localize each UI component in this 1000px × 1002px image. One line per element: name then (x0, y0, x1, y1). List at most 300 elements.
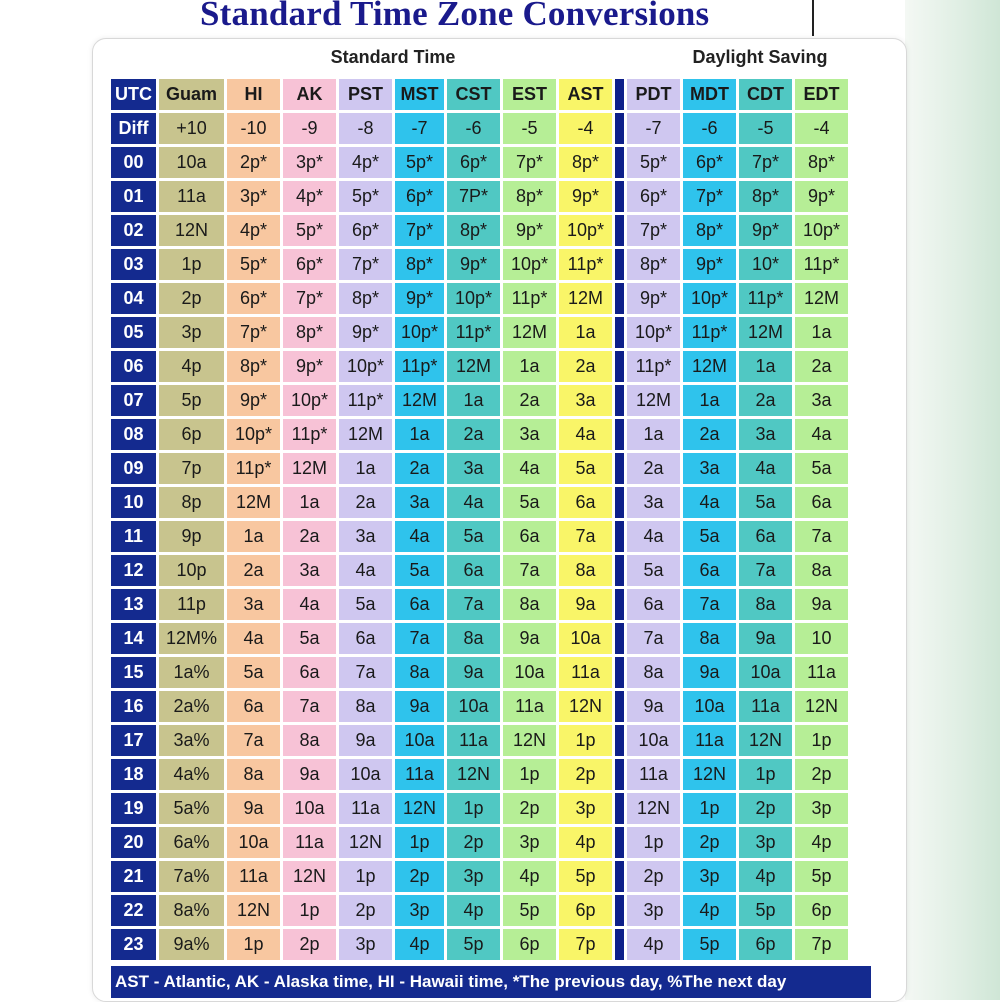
table-row (111, 929, 848, 960)
cell-pst: 7p* (339, 249, 392, 280)
daylight-saving-heading: Daylight Saving (692, 47, 828, 67)
column-separator (615, 725, 624, 756)
column-separator (615, 827, 624, 858)
cell-pst: 12M (339, 419, 392, 450)
column-separator (615, 657, 624, 688)
cell-hi: 9a (227, 793, 280, 824)
cell-mdt: 8p* (683, 215, 736, 246)
cell-cdt: 5p (739, 895, 792, 926)
cell-guam: 10a (159, 147, 224, 178)
cell-edt: 6a (795, 487, 848, 518)
cell-est: 11p* (503, 283, 556, 314)
legend-footer: AST - Atlantic, AK - Alaska time, HI - Hawaii time, *The previous day, %The next day (111, 966, 871, 998)
cell-guam: Guam (159, 79, 224, 110)
cell-cdt: 10* (739, 249, 792, 280)
cell-pst: 4a (339, 555, 392, 586)
cell-cst: 7P* (447, 181, 500, 212)
cell-ast: 5a (559, 453, 612, 484)
cell-edt: 3a (795, 385, 848, 416)
cell-cst: 1a (447, 385, 500, 416)
cell-mst: 10a (395, 725, 444, 756)
column-separator (615, 861, 624, 892)
cell-pst: 1p (339, 861, 392, 892)
cell-pdt: 11a (627, 759, 680, 790)
cell-guam: 8p (159, 487, 224, 518)
conversion-table-wrapper (108, 76, 851, 963)
cell-guam: 6a% (159, 827, 224, 858)
table-row (111, 385, 848, 416)
cell-utc: 12 (111, 555, 156, 586)
cell-mst: 5a (395, 555, 444, 586)
cell-utc: 04 (111, 283, 156, 314)
cell-est: 12M (503, 317, 556, 348)
cell-cst: 9a (447, 657, 500, 688)
cell-pdt: 4a (627, 521, 680, 552)
cell-ak: 1p (283, 895, 336, 926)
table-row (111, 759, 848, 790)
column-separator (615, 317, 624, 348)
cell-guam: 10p (159, 555, 224, 586)
cell-mst: 1p (395, 827, 444, 858)
cell-ak: -9 (283, 113, 336, 144)
cell-est: 10a (503, 657, 556, 688)
cell-edt: 8a (795, 555, 848, 586)
cell-mdt: 9a (683, 657, 736, 688)
cell-est: 5p (503, 895, 556, 926)
table-row (111, 487, 848, 518)
cell-est: -5 (503, 113, 556, 144)
cell-pst: 7a (339, 657, 392, 688)
column-separator (615, 793, 624, 824)
cell-est: 2p (503, 793, 556, 824)
cell-utc: 00 (111, 147, 156, 178)
cell-pdt: PDT (627, 79, 680, 110)
table-row (111, 419, 848, 450)
cell-edt: 1p (795, 725, 848, 756)
cell-est: 3p (503, 827, 556, 858)
cell-hi: 3a (227, 589, 280, 620)
cell-mdt: 11p* (683, 317, 736, 348)
cell-est: 7a (503, 555, 556, 586)
table-row (111, 555, 848, 586)
cell-cst: 2a (447, 419, 500, 450)
cell-pdt: 3p (627, 895, 680, 926)
cell-guam: 12N (159, 215, 224, 246)
cell-edt: 12M (795, 283, 848, 314)
cell-pst: 4p* (339, 147, 392, 178)
cell-ak: 4a (283, 589, 336, 620)
cell-pst: 1a (339, 453, 392, 484)
cell-hi: 10p* (227, 419, 280, 450)
cell-pdt: 4p (627, 929, 680, 960)
cell-edt: 10 (795, 623, 848, 654)
cell-ast: 1p (559, 725, 612, 756)
cell-pst: 9a (339, 725, 392, 756)
cell-mst: 3p (395, 895, 444, 926)
column-separator (615, 215, 624, 246)
column-separator (615, 147, 624, 178)
cell-utc: 20 (111, 827, 156, 858)
column-separator (615, 385, 624, 416)
cell-cdt: 6a (739, 521, 792, 552)
cell-pst: PST (339, 79, 392, 110)
cell-pdt: 2p (627, 861, 680, 892)
column-separator (615, 929, 624, 960)
cell-cdt: -5 (739, 113, 792, 144)
cell-pdt: 12N (627, 793, 680, 824)
cell-hi: 2p* (227, 147, 280, 178)
conversion-table-body (111, 79, 848, 960)
cell-pdt: -7 (627, 113, 680, 144)
cell-mst: -7 (395, 113, 444, 144)
cell-mst: 1a (395, 419, 444, 450)
cell-hi: 12M (227, 487, 280, 518)
table-row (111, 657, 848, 688)
cell-hi: 8a (227, 759, 280, 790)
cell-edt: 6p (795, 895, 848, 926)
table-row (111, 453, 848, 484)
cell-mdt: 2a (683, 419, 736, 450)
cell-hi: 1p (227, 929, 280, 960)
cell-pdt: 6a (627, 589, 680, 620)
column-separator (615, 283, 624, 314)
cell-pdt: 5a (627, 555, 680, 586)
cell-mst: 7p* (395, 215, 444, 246)
cell-pdt: 8a (627, 657, 680, 688)
cell-ast: 8a (559, 555, 612, 586)
standard-time-heading: Standard Time (330, 47, 456, 67)
header-row (111, 79, 848, 110)
cell-ast: 12M (559, 283, 612, 314)
cell-cdt: 1a (739, 351, 792, 382)
cell-cst: CST (447, 79, 500, 110)
cell-mdt: 12N (683, 759, 736, 790)
cell-cst: 11p* (447, 317, 500, 348)
table-row (111, 827, 848, 858)
cell-cdt: 1p (739, 759, 792, 790)
cell-pst: 6p* (339, 215, 392, 246)
table-row (111, 793, 848, 824)
cell-mdt: 9p* (683, 249, 736, 280)
text-cursor (812, 0, 814, 36)
page-title: Standard Time Zone Conversions (200, 0, 710, 33)
cell-ak: 6a (283, 657, 336, 688)
cell-ak: 5a (283, 623, 336, 654)
cell-est: 1a (503, 351, 556, 382)
cell-utc: 07 (111, 385, 156, 416)
cell-cst: 6a (447, 555, 500, 586)
cell-hi: 5p* (227, 249, 280, 280)
table-row (111, 895, 848, 926)
cell-ast: 10a (559, 623, 612, 654)
cell-guam: 3p (159, 317, 224, 348)
cell-cdt: 11a (739, 691, 792, 722)
column-separator (615, 521, 624, 552)
cell-hi: 5a (227, 657, 280, 688)
cell-edt: 12N (795, 691, 848, 722)
cell-ast: 7a (559, 521, 612, 552)
cell-guam: 11a (159, 181, 224, 212)
cell-cst: 9p* (447, 249, 500, 280)
cell-pst: 8p* (339, 283, 392, 314)
column-separator (615, 555, 624, 586)
cell-est: 3a (503, 419, 556, 450)
cell-cdt: 3a (739, 419, 792, 450)
cell-est: 11a (503, 691, 556, 722)
cell-edt: 7p (795, 929, 848, 960)
conversion-table (108, 76, 851, 963)
cell-ast: 4p (559, 827, 612, 858)
cell-edt: 7a (795, 521, 848, 552)
cell-utc: 02 (111, 215, 156, 246)
cell-ast: 1a (559, 317, 612, 348)
cell-ast: 4a (559, 419, 612, 450)
cell-mst: 8p* (395, 249, 444, 280)
cell-ast: 6p (559, 895, 612, 926)
cell-hi: HI (227, 79, 280, 110)
cell-est: 9a (503, 623, 556, 654)
cell-hi: -10 (227, 113, 280, 144)
diff-row (111, 113, 848, 144)
cell-pst: 5p* (339, 181, 392, 212)
cell-guam: 4p (159, 351, 224, 382)
table-row (111, 861, 848, 892)
cell-edt: 9p* (795, 181, 848, 212)
right-margin-background (905, 0, 1000, 1000)
cell-mst: 11p* (395, 351, 444, 382)
cell-cst: 10p* (447, 283, 500, 314)
cell-mdt: 5a (683, 521, 736, 552)
cell-ast: 2p (559, 759, 612, 790)
cell-hi: 8p* (227, 351, 280, 382)
cell-est: 2a (503, 385, 556, 416)
cell-mst: 7a (395, 623, 444, 654)
cell-ak: 9p* (283, 351, 336, 382)
cell-pst: 3a (339, 521, 392, 552)
cell-pdt: 1p (627, 827, 680, 858)
cell-mdt: 3a (683, 453, 736, 484)
column-separator (615, 79, 624, 110)
cell-cst: 11a (447, 725, 500, 756)
cell-edt: 4a (795, 419, 848, 450)
cell-ak: 9a (283, 759, 336, 790)
cell-ast: 6a (559, 487, 612, 518)
cell-pst: 11p* (339, 385, 392, 416)
cell-pst: 10a (339, 759, 392, 790)
column-separator (615, 895, 624, 926)
cell-cdt: 7p* (739, 147, 792, 178)
cell-pdt: 8p* (627, 249, 680, 280)
cell-est: 12N (503, 725, 556, 756)
cell-est: 6a (503, 521, 556, 552)
table-row (111, 317, 848, 348)
cell-mdt: -6 (683, 113, 736, 144)
cell-ast: 7p (559, 929, 612, 960)
cell-cst: -6 (447, 113, 500, 144)
cell-ak: 11p* (283, 419, 336, 450)
cell-utc: UTC (111, 79, 156, 110)
cell-ast: 10p* (559, 215, 612, 246)
cell-ak: 3a (283, 555, 336, 586)
cell-mdt: 8a (683, 623, 736, 654)
cell-est: 8a (503, 589, 556, 620)
cell-pdt: 7a (627, 623, 680, 654)
cell-ast: 12N (559, 691, 612, 722)
cell-cst: 1p (447, 793, 500, 824)
cell-utc: 19 (111, 793, 156, 824)
cell-ast: 11p* (559, 249, 612, 280)
cell-cdt: 7a (739, 555, 792, 586)
table-row (111, 521, 848, 552)
cell-mst: 9a (395, 691, 444, 722)
table-row (111, 691, 848, 722)
cell-est: 10p* (503, 249, 556, 280)
cell-mdt: 1p (683, 793, 736, 824)
cell-pdt: 5p* (627, 147, 680, 178)
cell-hi: 10a (227, 827, 280, 858)
cell-cdt: 4p (739, 861, 792, 892)
cell-mdt: 3p (683, 861, 736, 892)
cell-ast: 9p* (559, 181, 612, 212)
column-separator (615, 623, 624, 654)
cell-utc: 09 (111, 453, 156, 484)
cell-cdt: 4a (739, 453, 792, 484)
cell-cdt: 6p (739, 929, 792, 960)
cell-hi: 1a (227, 521, 280, 552)
cell-mdt: 6p* (683, 147, 736, 178)
cell-est: 4p (503, 861, 556, 892)
cell-cst: 5a (447, 521, 500, 552)
cell-pdt: 12M (627, 385, 680, 416)
cell-utc: 11 (111, 521, 156, 552)
cell-ak: 10a (283, 793, 336, 824)
cell-cdt: 8a (739, 589, 792, 620)
cell-utc: 16 (111, 691, 156, 722)
cell-pdt: 7p* (627, 215, 680, 246)
cell-mdt: 1a (683, 385, 736, 416)
column-separator (615, 759, 624, 790)
cell-mdt: 11a (683, 725, 736, 756)
cell-ast: 8p* (559, 147, 612, 178)
cell-ast: 2a (559, 351, 612, 382)
cell-ak: 3p* (283, 147, 336, 178)
cell-mst: 12M (395, 385, 444, 416)
left-margin (0, 0, 92, 1000)
column-separator (615, 691, 624, 722)
cell-hi: 4p* (227, 215, 280, 246)
cell-pst: 2p (339, 895, 392, 926)
table-row (111, 623, 848, 654)
table-row (111, 249, 848, 280)
cell-pdt: 10a (627, 725, 680, 756)
cell-cdt: 9a (739, 623, 792, 654)
cell-mdt: 7a (683, 589, 736, 620)
column-separator (615, 589, 624, 620)
cell-guam: 2p (159, 283, 224, 314)
cell-mdt: 10a (683, 691, 736, 722)
cell-edt: 5p (795, 861, 848, 892)
cell-mst: 3a (395, 487, 444, 518)
cell-cst: 12M (447, 351, 500, 382)
cell-est: 9p* (503, 215, 556, 246)
cell-est: 7p* (503, 147, 556, 178)
cell-utc: 18 (111, 759, 156, 790)
cell-ast: 9a (559, 589, 612, 620)
cell-utc: 22 (111, 895, 156, 926)
cell-pst: 2a (339, 487, 392, 518)
cell-hi: 6a (227, 691, 280, 722)
cell-ak: 8a (283, 725, 336, 756)
cell-est: 1p (503, 759, 556, 790)
cell-guam: 8a% (159, 895, 224, 926)
cell-mdt: 6a (683, 555, 736, 586)
cell-mst: 2p (395, 861, 444, 892)
cell-utc: 14 (111, 623, 156, 654)
cell-pst: -8 (339, 113, 392, 144)
cell-cst: 2p (447, 827, 500, 858)
cell-mst: 5p* (395, 147, 444, 178)
cell-guam: 12M% (159, 623, 224, 654)
cell-ast: 3p (559, 793, 612, 824)
table-row (111, 589, 848, 620)
cell-edt: 2a (795, 351, 848, 382)
cell-guam: 9a% (159, 929, 224, 960)
cell-mst: 4a (395, 521, 444, 552)
cell-ak: 5p* (283, 215, 336, 246)
cell-pdt: 10p* (627, 317, 680, 348)
cell-guam: 11p (159, 589, 224, 620)
cell-pdt: 11p* (627, 351, 680, 382)
cell-mdt: 4a (683, 487, 736, 518)
column-separator (615, 113, 624, 144)
cell-cdt: CDT (739, 79, 792, 110)
cell-cst: 7a (447, 589, 500, 620)
cell-cst: 5p (447, 929, 500, 960)
cell-guam: 7p (159, 453, 224, 484)
cell-guam: 4a% (159, 759, 224, 790)
cell-ak: 2p (283, 929, 336, 960)
cell-cdt: 12N (739, 725, 792, 756)
cell-mdt: MDT (683, 79, 736, 110)
table-row (111, 283, 848, 314)
cell-hi: 3p* (227, 181, 280, 212)
cell-cdt: 3p (739, 827, 792, 858)
table-row (111, 351, 848, 382)
cell-mdt: 2p (683, 827, 736, 858)
cell-ak: 6p* (283, 249, 336, 280)
cell-edt: 2p (795, 759, 848, 790)
cell-cdt: 10a (739, 657, 792, 688)
cell-pst: 5a (339, 589, 392, 620)
cell-utc: 17 (111, 725, 156, 756)
cell-cst: 4a (447, 487, 500, 518)
cell-cdt: 5a (739, 487, 792, 518)
column-separator (615, 181, 624, 212)
column-separator (615, 487, 624, 518)
cell-edt: EDT (795, 79, 848, 110)
cell-hi: 11p* (227, 453, 280, 484)
cell-hi: 7a (227, 725, 280, 756)
cell-edt: 3p (795, 793, 848, 824)
cell-guam: 5a% (159, 793, 224, 824)
cell-mdt: 10p* (683, 283, 736, 314)
cell-hi: 4a (227, 623, 280, 654)
cell-mst: MST (395, 79, 444, 110)
cell-utc: 03 (111, 249, 156, 280)
cell-est: 8p* (503, 181, 556, 212)
cell-hi: 6p* (227, 283, 280, 314)
cell-cst: 3a (447, 453, 500, 484)
